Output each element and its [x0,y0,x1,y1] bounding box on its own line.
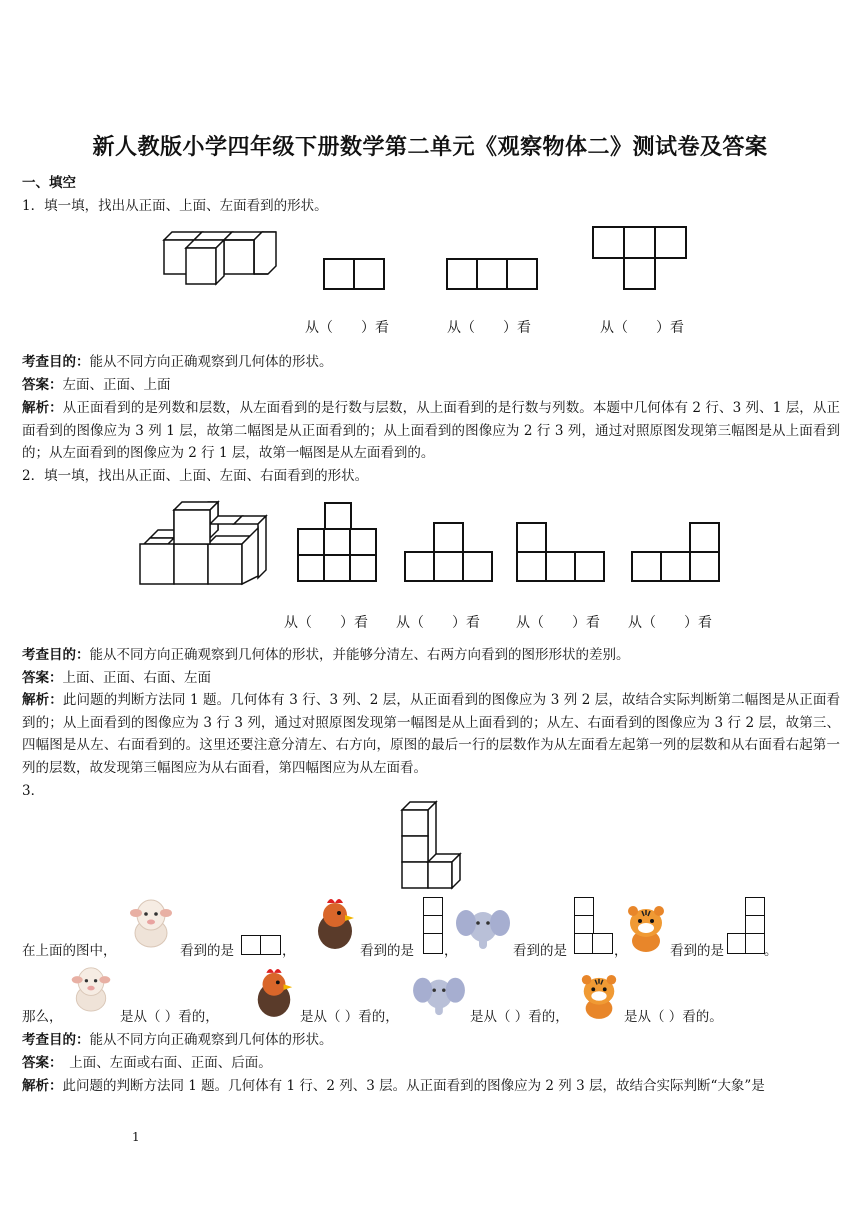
q2-view-2 [404,522,492,584]
q3-number: 3． [22,783,45,799]
q2-view-3 [516,522,606,584]
q2-question: 2．填一填，找出从正面、上面、左面、右面看到的形状。 [22,468,369,484]
q3-blank-2: 是从（ ）看的， [300,1009,399,1025]
sheep-icon [68,962,114,1016]
q1-question: 1．填一填，找出从正面、上面、左面看到的形状。 [22,198,328,214]
q1-view-2 [446,258,538,290]
q1-answer: 答案：左面、正面、上面 [22,377,171,393]
q2-caption-2: 从（ ）看 [396,615,480,631]
q2-aim: 考查目的：能从不同方向正确观察到几何体的形状，并能够分清左、右两方向看到的图形形状的差别。 [22,647,630,663]
q1-view-1 [323,258,385,290]
q2-caption-3: 从（ ）看 [516,615,600,631]
tiger-icon [624,903,668,953]
q3-3d-figure [398,800,464,892]
tiger-icon [578,972,620,1020]
q3-blank-4: 是从（ ）看的。 [624,1009,723,1025]
q3-aim: 考查目的：能从不同方向正确观察到几何体的形状。 [22,1032,333,1048]
q3-seen-3: 看到的是 [513,943,567,959]
q3-view-tiger [727,897,765,955]
q2-answer: 答案：上面、正面、右面、左面 [22,670,211,686]
rooster-icon [252,963,296,1019]
q3-seen-2: 看到的是 [360,943,414,959]
q2-3d-figure [138,500,268,586]
page-number: 1 [132,1130,140,1144]
sheep-icon [126,895,176,951]
q3-end: 。 [764,943,778,959]
q2-caption-1: 从（ ）看 [284,615,368,631]
q1-view-3 [592,226,688,290]
q2-analysis: 解析：此问题的判断方法同 1 题。几何体有 3 行、3 列、2 层，从正面看到的图像应为 3 列 2 层，故结合实际判断第二幅图是从正面看到的；从上面看到的图像应为 3 行 3 列，通过对照原图发现第一幅图是从上面看到的；从左、右面看到的图像应为 3 行 2 层，故第三、四幅图是从左、右面看到的。这里还要注意分清左、右方向，原图的最后一行的层数作为从左面看左起第一列的层数和从右面看右起第一列的层数，故发现第三幅图应为从右面看，第四幅图应为从左面看。 [22,692,840,776]
q3-view-sheep [241,935,281,955]
q1-analysis: 解析：从正面看到的是列数和层数，从左面看到的是行数与层数，从上面看到的是行数与列数。本题中几何体有 2 行、3 列、1 层，从正面看到的图像应为 3 列 1 层，故第二幅图是从正面看到的；从上面看到的图像应为 2 行 3 列，通过对照原图发现第三幅图是从上面看到的；从左面看到的图像应为 2 行 1 层，故第一幅图是从左面看到的。 [22,400,840,461]
q1-aim: 考查目的：能从不同方向正确观察到几何体的形状。 [22,354,333,370]
q3-blank-3: 是从（ ）看的， [470,1009,569,1025]
q1-caption-2: 从（ ）看 [447,320,531,336]
q3-sep-3: ， [614,943,628,959]
rooster-icon [312,893,358,951]
q3-view-elephant [574,897,614,955]
q2-view-1 [297,502,379,584]
q3-seen-1: 看到的是 [180,943,234,959]
q3-sep-2: ， [444,943,458,959]
elephant-icon [455,903,511,953]
q3-line1-prefix: 在上面的图中， [22,943,117,959]
section-heading: 一、填空 [22,175,76,191]
q3-sep-1: ， [282,943,296,959]
q2-view-4 [631,522,721,584]
q2-caption-4: 从（ ）看 [628,615,712,631]
q1-3d-figure [158,228,282,294]
q3-line2-prefix: 那么， [22,1009,63,1025]
q3-seen-4: 看到的是 [670,943,724,959]
q3-blank-1: 是从（ ）看的， [120,1009,219,1025]
page-title: 新人教版小学四年级下册数学第二单元《观察物体二》测试卷及答案 [92,135,768,160]
q1-caption-3: 从（ ）看 [600,320,684,336]
elephant-icon [412,971,466,1019]
q1-caption-1: 从（ ）看 [305,320,389,336]
q3-view-rooster [423,897,443,955]
q3-analysis: 解析：此问题的判断方法同 1 题。几何体有 1 行、2 列、3 层。从正面看到的图像应为 2 列 3 层，故结合实际判断“大象”是 [22,1078,765,1094]
q3-answer: 答案： 上面、左面或右面、正面、后面。 [22,1055,272,1071]
